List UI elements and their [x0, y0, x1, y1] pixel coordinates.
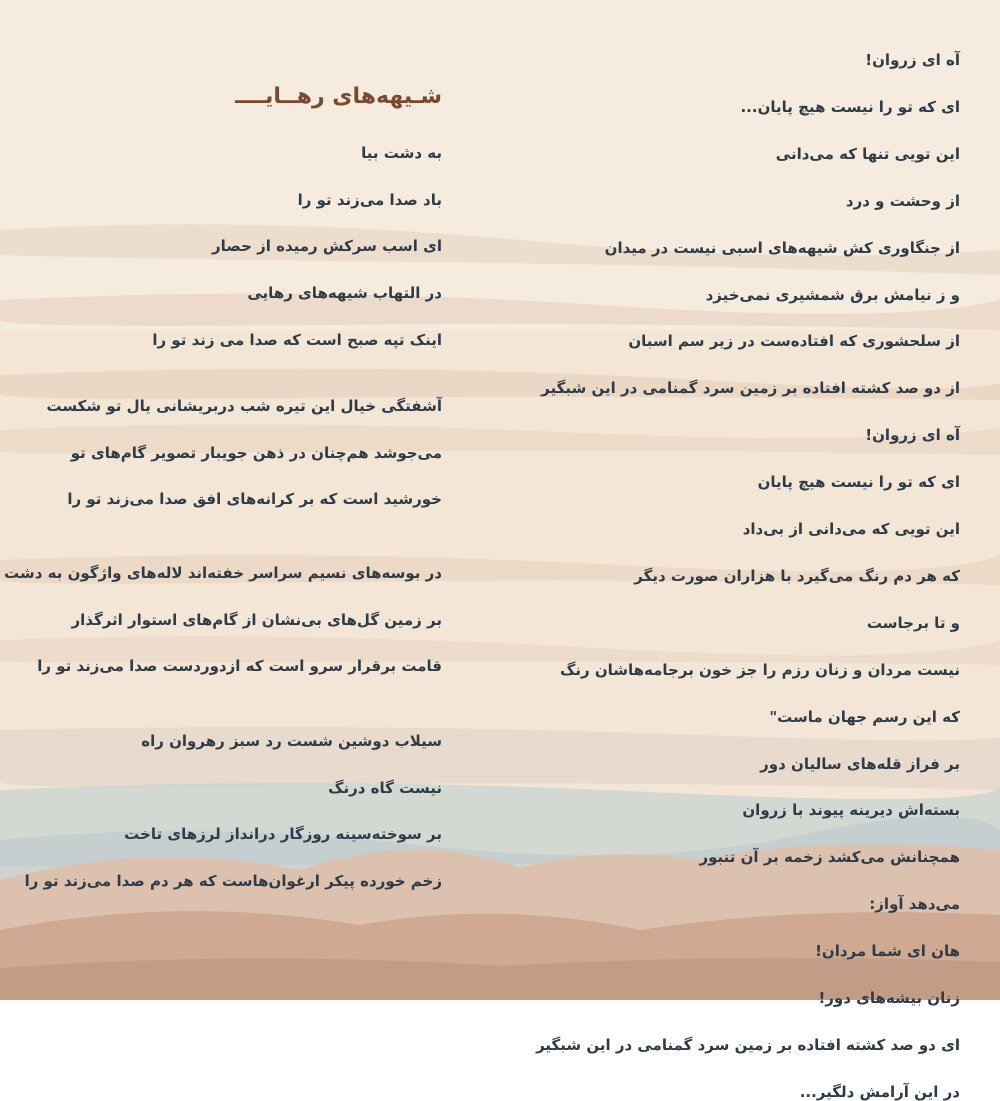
left-poem-line: سیلاب دوشین شست رد سبز رهروان راه	[141, 732, 442, 750]
left-poem-line: در بوسه‌های نسیم سراسر خفته‌اند لاله‌های واژگون به دشت	[4, 564, 442, 582]
left-poem-line: ای اسب سرکش رمیده از حصار	[212, 237, 442, 256]
right-poem-line: که هر دم رنگ می‌گیرد با هزاران صورت دیگر	[634, 566, 960, 585]
right-poem-line: از وحشت و درد	[845, 191, 960, 210]
right-poem-line: همچنانش می‌کشد زخمه بر آن تنبور	[699, 848, 960, 867]
right-poem-line: هان ای شما مردان!	[815, 942, 960, 961]
right-poem-line: و تا برجاست	[866, 613, 960, 632]
right-poem-line: که این رسم جهان ماست"	[769, 707, 960, 726]
right-poem-line: در این آرامش دلگیر...	[799, 1082, 960, 1101]
right-poem-line: ای که تو را نیست هیچ پایان	[757, 473, 960, 492]
right-poem-line: این تویی تنها که می‌دانی	[775, 144, 960, 163]
left-poem-line: می‌جوشد هم‌چنان در ذهن جویبار تصویر گام‌های تو	[70, 443, 442, 462]
right-poem-line: زنان بیشه‌های دور!	[818, 989, 960, 1007]
left-poem-line: در التهاب شیهه‌های رهایی	[247, 284, 442, 303]
poem-title: شـیهه‌های رهــایــــ	[235, 84, 442, 109]
left-poem-line: قامت برقرار سرو است که ازدوردست صدا می‌زند تو را	[37, 657, 442, 676]
right-poem-line: می‌دهد آواز:	[869, 895, 960, 914]
right-poem-line: ای دو صد کشته افتاده بر زمین سرد گمنامی در این شبگیر	[536, 1035, 960, 1054]
right-poem-line: این تویی که می‌دانی از بی‌داد	[742, 520, 960, 538]
left-poem-line: زخم خورده پیکر ارغوان‌هاست که هر دم صدا می‌زند تو را	[24, 872, 442, 891]
left-poem-line: بر سوخته‌سینه روزگار درانداز لرزهای تاخت	[124, 825, 442, 844]
right-poem-line: ای که تو را نیست هیچ پایان...	[740, 97, 960, 116]
left-poem-line: خورشید است که بر کرانه‌های افق صدا می‌زند تو را	[67, 490, 442, 509]
right-poem-line: از دو صد کشته افتاده بر زمین سرد گمنامی در این شبگیر	[541, 379, 960, 398]
right-poem-line: بسته‌اش دیرینه پیوند با زروان	[742, 801, 960, 820]
right-poem-line: بر فراز قله‌های سالیان دور	[760, 754, 960, 773]
right-poem-line: از جنگاوری کش شیهه‌های اسبی نیست در میدان	[604, 238, 960, 257]
left-poem-line: به دشت بیا	[361, 144, 442, 162]
left-poem-line: اینک تپه صبح است که صدا می زند تو را	[152, 330, 442, 349]
right-poem-line: و ز نیامش برق شمشیری نمی‌خیزد	[705, 285, 960, 304]
right-poem-line: آه ای زروان!	[865, 51, 960, 69]
left-poem-line: نیست گاه درنگ	[328, 778, 442, 797]
right-poem-line: آه ای زروان!	[865, 426, 960, 445]
left-poem-line: بر زمین گل‌های بی‌نشان از گام‌های استوار اثرگذار	[71, 610, 442, 629]
right-poem-line: نیست مردان و زنان رزم را جز خون برجامه‌هاشان رنگ	[559, 660, 960, 679]
left-poem-line: آشفتگی خیال این تیره شب دربریشانی یال تو شکست	[46, 397, 442, 415]
right-poem-line: از سلحشوری که افتاده‌ست در زیر سم اسبان	[628, 332, 960, 351]
left-poem-line: باد صدا می‌زند تو را	[297, 190, 442, 209]
